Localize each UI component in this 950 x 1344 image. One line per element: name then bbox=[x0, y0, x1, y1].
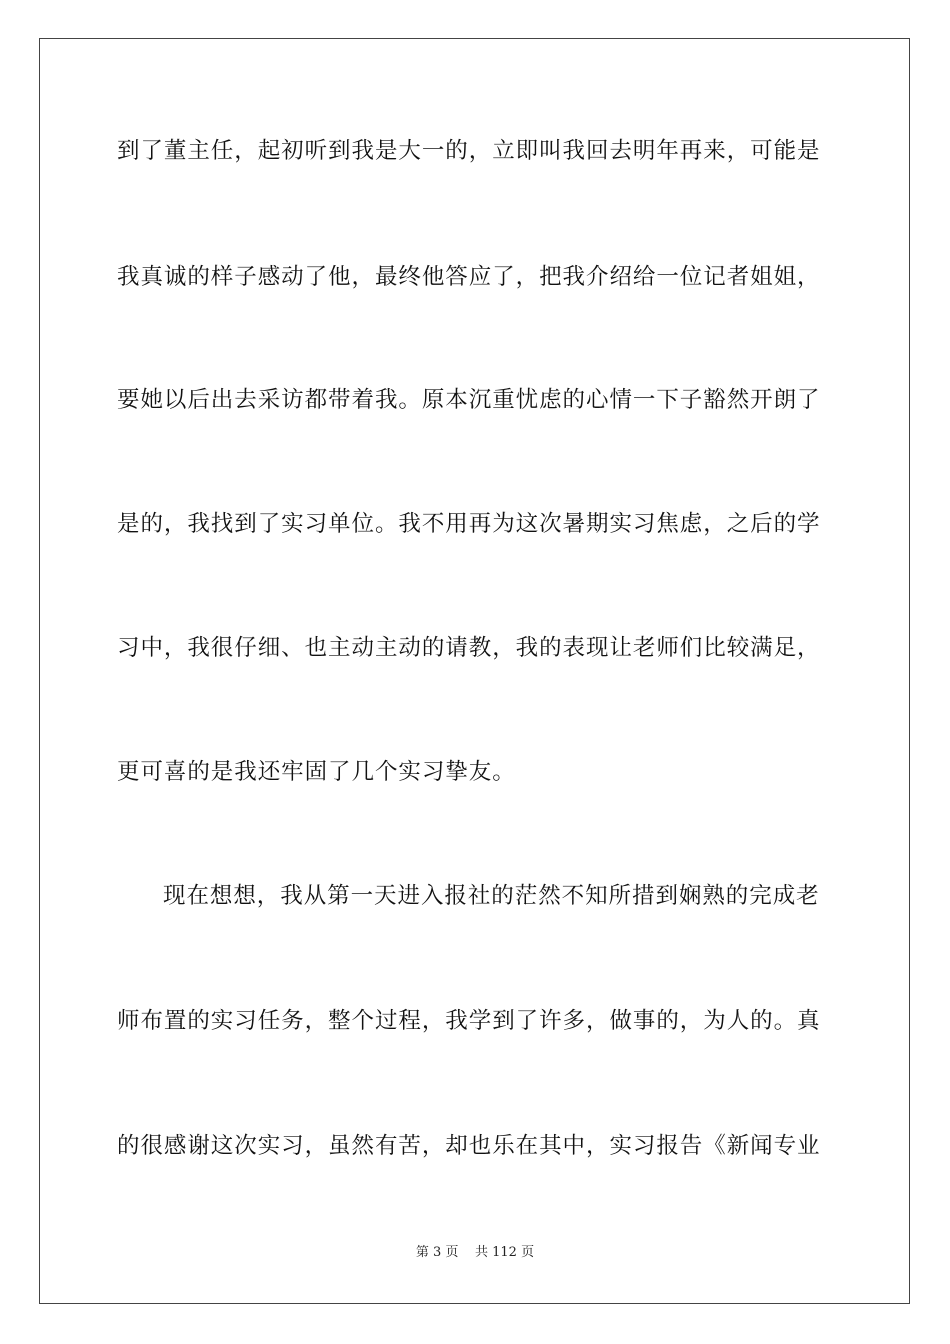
text-line-9: 的很感谢这次实习，虽然有苦，却也乐在其中，实习报告《新闻专业 bbox=[117, 1133, 821, 1159]
page-total: 共 112 页 bbox=[475, 1245, 535, 1260]
text-line-3: 要她以后出去采访都带着我。原本沉重忧虑的心情一下子豁然开朗了 bbox=[117, 387, 821, 413]
text-line-8: 师布置的实习任务，整个过程，我学到了许多，做事的，为人的。真 bbox=[117, 1008, 821, 1034]
page-footer bbox=[0, 1244, 950, 1262]
text-line-2: 我真诚的样子感动了他，最终他答应了，把我介绍给一位记者姐姐， bbox=[117, 264, 821, 290]
text-line-1: 到了董主任，起初听到我是大一的，立即叫我回去明年再来，可能是 bbox=[117, 138, 821, 164]
text-line-4: 是的，我找到了实习单位。我不用再为这次暑期实习焦虑，之后的学 bbox=[117, 511, 821, 537]
text-line-6: 更可喜的是我还牢固了几个实习挚友。 bbox=[117, 759, 516, 785]
page-number: 第 3 页 bbox=[415, 1245, 459, 1260]
text-line-5: 习中，我很仔细、也主动主动的请教，我的表现让老师们比较满足， bbox=[117, 635, 821, 661]
page-border bbox=[39, 38, 910, 1304]
text-line-7-paragraph-start: 现在想想，我从第一天进入报社的茫然不知所措到娴熟的完成老 bbox=[163, 883, 820, 909]
